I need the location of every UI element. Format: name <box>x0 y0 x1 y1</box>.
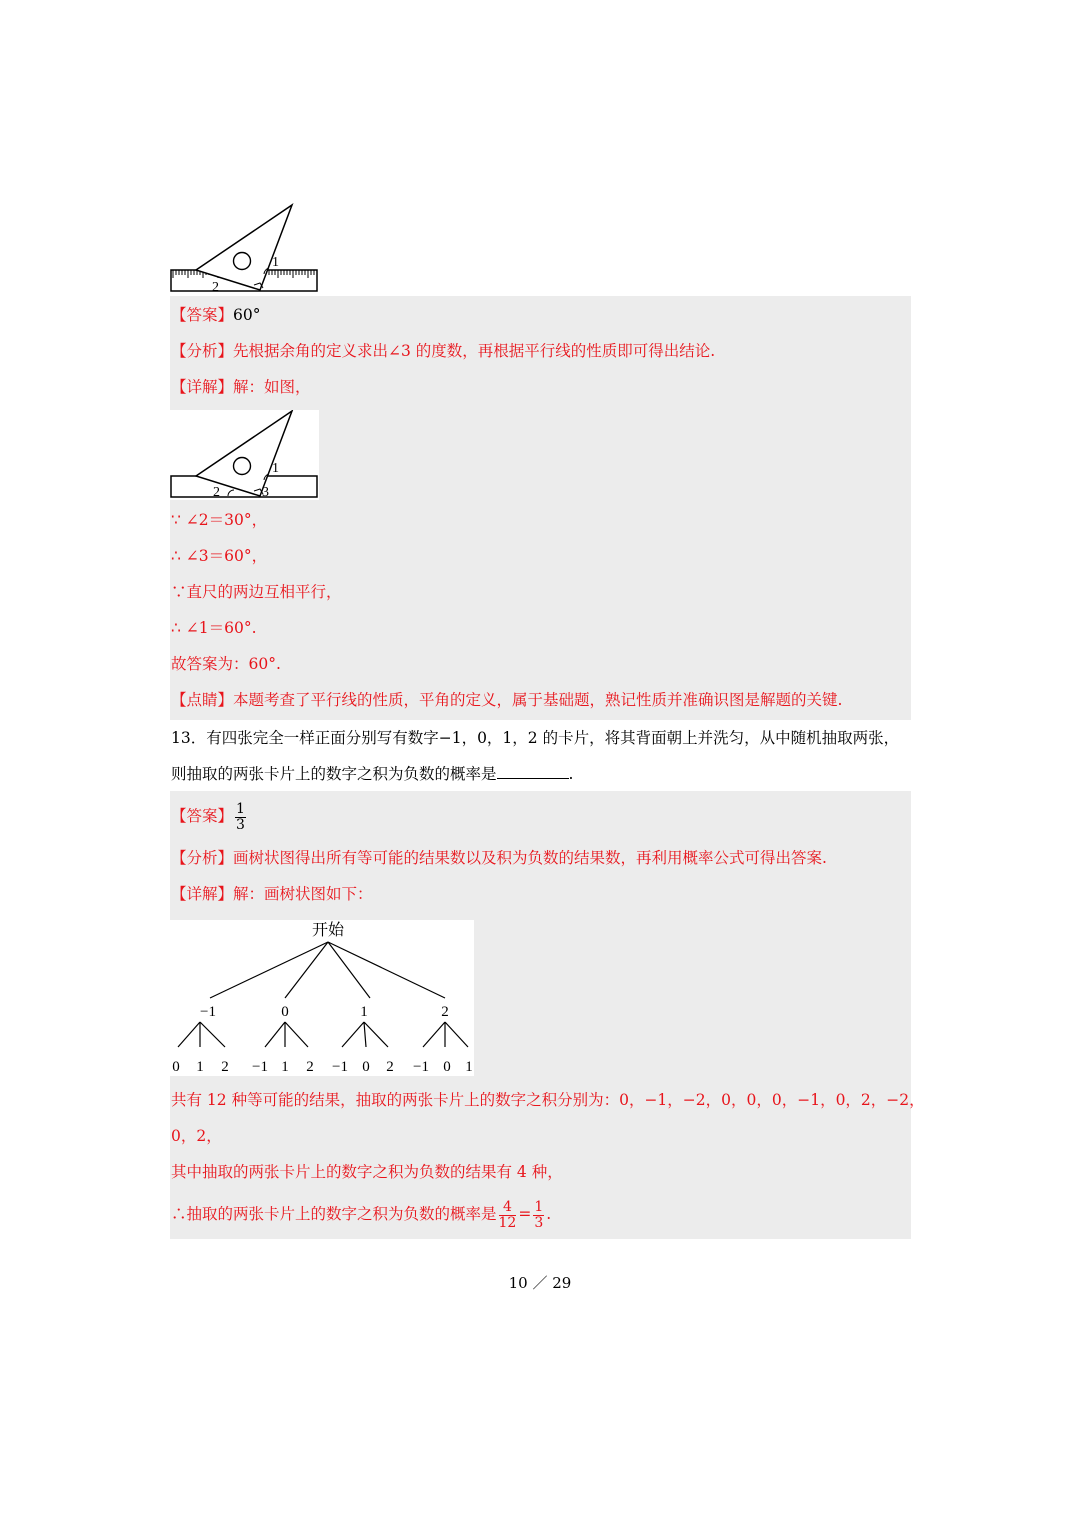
page-number: 10 ／ 29 <box>508 1274 572 1292</box>
q13-question-line-1: 13．有四张完全一样正面分别写有数字−1，0，1，2 的卡片，将其背面朝上并洗匀，从中随机抽取两张， <box>171 729 900 747</box>
fraction-denominator: 12 <box>498 1214 517 1231</box>
q12-step-3: ∵直尺的两边互相平行， <box>171 583 342 601</box>
angle-2-label: 2 <box>212 280 219 295</box>
q12-answer <box>171 305 261 325</box>
answer-tag: 【答案】 <box>171 807 234 825</box>
tree-leaf: 1 <box>281 1059 289 1075</box>
answer-tag: 【答案】 <box>171 306 234 324</box>
q13-result-line-2: 0，2， <box>171 1127 222 1145</box>
analysis-tag: 【分析】 <box>171 849 234 867</box>
fraction-4-12 <box>499 1200 517 1231</box>
q12-conclusion: 故答案为：60°. <box>171 655 281 673</box>
fraction-numerator: 1 <box>534 1198 544 1215</box>
tree-leaf: 1 <box>196 1059 204 1075</box>
q13-detail <box>171 884 373 904</box>
tree-leaf: −1 <box>413 1059 429 1075</box>
detail-tag: 【详解】 <box>171 378 234 396</box>
q12-remark <box>171 690 842 710</box>
tree-level1-node: 1 <box>360 1004 368 1020</box>
detail-tag: 【详解】 <box>171 885 234 903</box>
tree-root: 开始 <box>311 920 345 939</box>
tree-level1-node: 2 <box>441 1004 449 1020</box>
final-end: . <box>546 1205 552 1223</box>
angle-3-label: 3 <box>262 485 269 500</box>
angle-2-label: 2 <box>213 485 220 500</box>
final-text: ∴抽取的两张卡片上的数字之积为负数的概率是 <box>171 1205 497 1223</box>
remark-tag: 【点睛】 <box>171 691 234 709</box>
analysis-text: 先根据余角的定义求出∠3 的度数，再根据平行线的性质即可得出结论. <box>233 342 716 360</box>
detail-text: 解：如图， <box>233 378 311 396</box>
answer-text: 60° <box>233 306 261 324</box>
angle-1-label: 1 <box>272 255 279 270</box>
fraction-1-3 <box>533 1200 544 1231</box>
fraction-denominator: 3 <box>236 816 245 833</box>
tree-leaf: 0 <box>362 1059 370 1075</box>
q13-result-line-1: 共有 12 种等可能的结果，抽取的两张卡片上的数字之积分别为：0，−1，−2，0，0，0，−1，0，2，−2， <box>171 1091 925 1109</box>
answer-fraction <box>235 802 246 833</box>
tree-leaf: 2 <box>221 1059 229 1075</box>
tree-leaf: 0 <box>443 1059 451 1075</box>
tree-level1-node: −1 <box>200 1004 216 1020</box>
q12-detail <box>171 377 311 397</box>
fraction-numerator: 4 <box>499 1200 517 1216</box>
tree-leaf: 0 <box>172 1059 180 1075</box>
answer-blank <box>497 764 569 779</box>
triangle-ruler-figure-1 <box>168 202 322 296</box>
q12-step-1: ∵ ∠2＝30°， <box>171 511 268 529</box>
q12-analysis <box>171 341 715 361</box>
q13-analysis <box>171 848 827 868</box>
triangle-ruler-figure-2 <box>170 410 319 500</box>
angle-1-label: 1 <box>272 461 279 476</box>
tree-leaf: 1 <box>465 1059 473 1075</box>
question-end: . <box>568 765 574 783</box>
question-text: 则抽取的两张卡片上的数字之积为负数的概率是 <box>171 765 497 783</box>
q13-question-line-2 <box>171 764 573 784</box>
q12-step-2: ∴ ∠3＝60°， <box>171 547 268 565</box>
fraction-numerator: 1 <box>236 800 245 817</box>
analysis-text: 画树状图得出所有等可能的结果数以及积为负数的结果数，再利用概率公式可得出答案. <box>233 849 827 867</box>
q13-answer <box>171 799 248 833</box>
detail-text: 解：画树状图如下： <box>233 885 373 903</box>
tree-diagram <box>170 920 474 1076</box>
tree-leaf: −1 <box>332 1059 348 1075</box>
tree-leaf: −1 <box>252 1059 268 1075</box>
equals-sign: = <box>518 1205 532 1223</box>
tree-leaf: 2 <box>386 1059 394 1075</box>
tree-leaf: 2 <box>306 1059 314 1075</box>
remark-text: 本题考查了平行线的性质，平角的定义，属于基础题，熟记性质并准确识图是解题的关键. <box>233 691 843 709</box>
fraction-denominator: 3 <box>534 1214 544 1231</box>
tree-level1-node: 0 <box>281 1004 289 1020</box>
analysis-tag: 【分析】 <box>171 342 234 360</box>
q13-final-line <box>171 1196 551 1232</box>
q13-result-line-3: 其中抽取的两张卡片上的数字之积为负数的结果有 4 种， <box>171 1163 563 1181</box>
q12-step-4: ∴ ∠1＝60°. <box>171 619 257 637</box>
